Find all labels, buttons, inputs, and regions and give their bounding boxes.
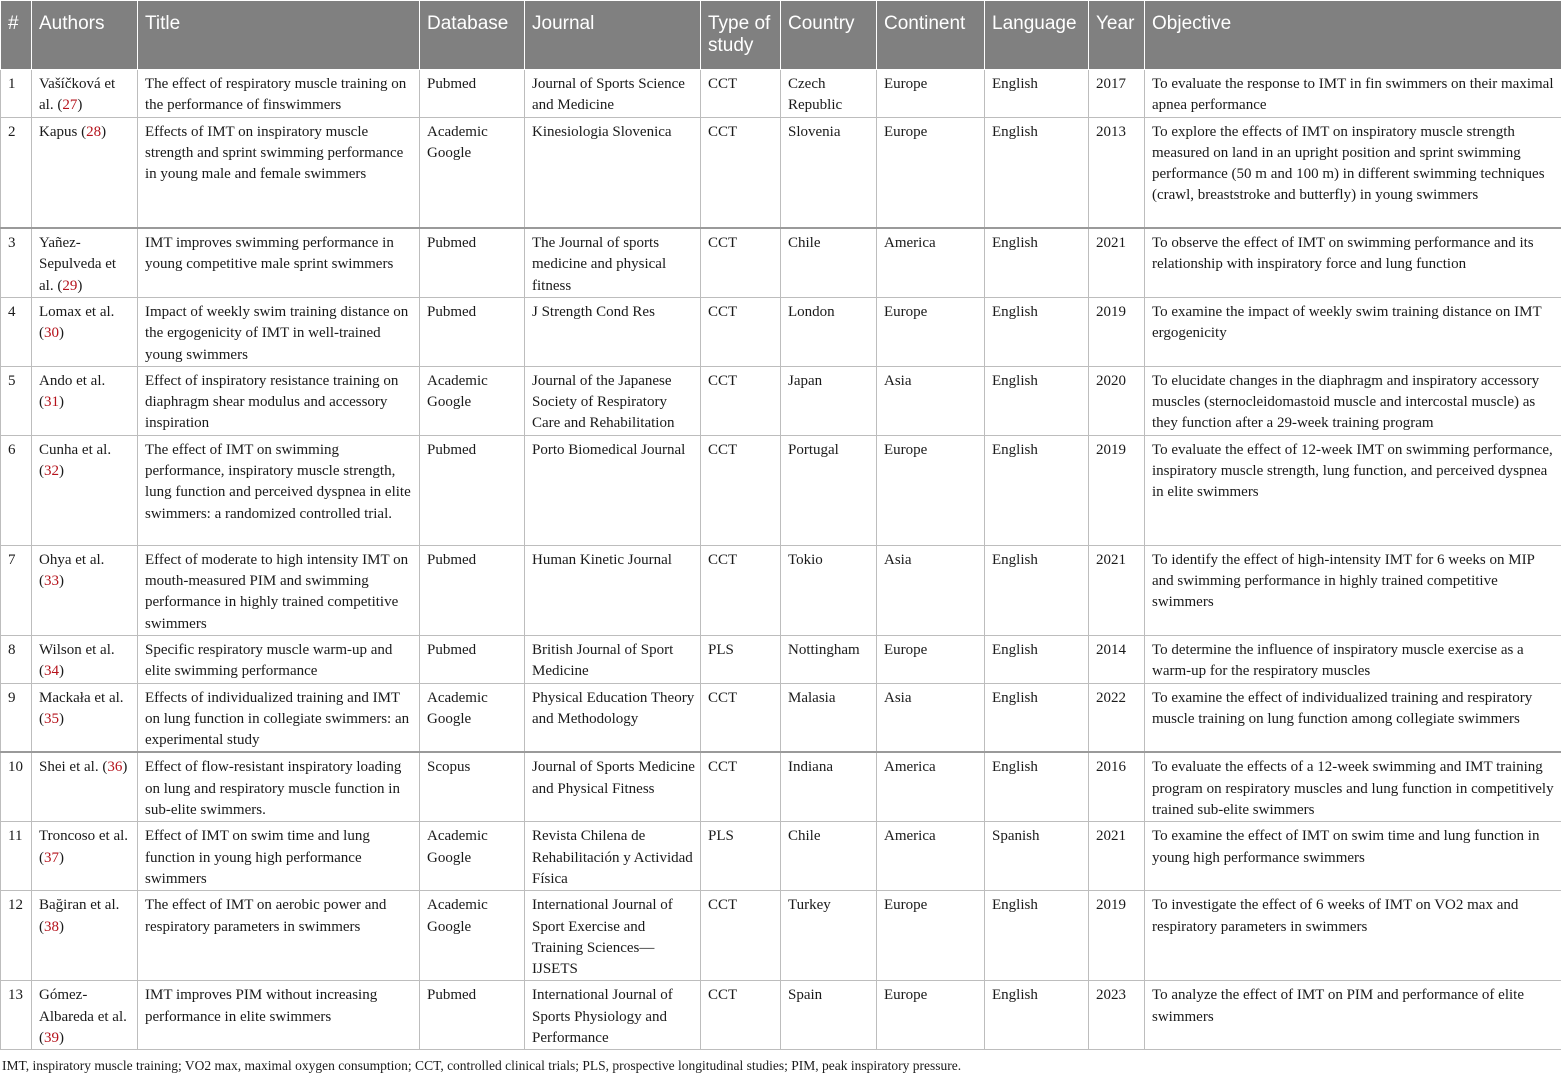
cell-country: Chile [781, 822, 877, 891]
table-row [1, 70, 1561, 118]
cell-database: Pubmed [420, 635, 525, 683]
cell-database: Academic Google [420, 891, 525, 981]
cell-journal: Porto Biomedical Journal [525, 435, 701, 545]
table-row [1, 366, 1561, 435]
cell-journal: Journal of the Japanese Society of Respiratory Care and Rehabilitation [525, 366, 701, 435]
authors-text: Cunha et al. ( [39, 441, 112, 480]
cell-language: English [985, 752, 1089, 821]
cell-country: London [781, 297, 877, 366]
cell-objective: To investigate the effect of 6 weeks of IMT on VO2 max and respiratory parameters in swimmers [1145, 891, 1561, 981]
cell-country: Malasia [781, 683, 877, 752]
header-title: Title [138, 1, 420, 70]
table-row [1, 228, 1561, 297]
cell-year: 2017 [1089, 70, 1145, 118]
reference-link[interactable]: 31 [44, 394, 59, 411]
authors-text-end: ) [59, 325, 64, 342]
cell-authors [32, 822, 138, 891]
cell-journal: International Journal of Sport Exercise and Training Sciences—IJSETS [525, 891, 701, 981]
table-footnote: IMT, inspiratory muscle training; VO2 max, maximal oxygen consumption; CCT, controlled clinical trials; PLS, prospective longitudinal studies; PIM, peak inspiratory pressure. [2, 1058, 962, 1073]
cell-continent: America [877, 228, 985, 297]
cell-year: 2013 [1089, 117, 1145, 228]
cell-country: Japan [781, 366, 877, 435]
cell-num: 7 [1, 545, 32, 635]
cell-title: IMT improves PIM without increasing performance in elite swimmers [138, 981, 420, 1050]
header-objective: Objective [1145, 1, 1561, 70]
cell-continent: Europe [877, 435, 985, 545]
reference-link[interactable]: 36 [107, 759, 123, 776]
cell-authors [32, 228, 138, 297]
authors-text-end: ) [122, 759, 128, 776]
cell-type: CCT [701, 228, 781, 297]
cell-continent: Europe [877, 297, 985, 366]
cell-continent: Asia [877, 683, 985, 752]
cell-title: Effect of flow-resistant inspiratory loading on lung and respiratory muscle function in sub-elite swimmers. [138, 752, 420, 821]
cell-continent: Asia [877, 366, 985, 435]
cell-country: Portugal [781, 435, 877, 545]
cell-year: 2019 [1089, 435, 1145, 545]
cell-title: IMT improves swimming performance in young competitive male sprint swimmers [138, 228, 420, 297]
cell-objective: To evaluate the response to IMT in fin swimmers on their maximal apnea performance [1145, 70, 1561, 118]
cell-language: English [985, 545, 1089, 635]
cell-type: PLS [701, 822, 781, 891]
cell-authors [32, 117, 138, 228]
header-type: Type of study [701, 1, 781, 70]
header-authors: Authors [32, 1, 138, 70]
cell-type: CCT [701, 70, 781, 118]
cell-database: Academic Google [420, 683, 525, 752]
cell-language: English [985, 228, 1089, 297]
cell-type: CCT [701, 297, 781, 366]
cell-year: 2020 [1089, 366, 1145, 435]
cell-country: Spain [781, 981, 877, 1050]
header-journal: Journal [525, 1, 701, 70]
authors-text: Vašíčková et al. ( [39, 76, 116, 114]
cell-objective: To evaluate the effect of 12-week IMT on swimming performance, inspiratory muscle strength, lung function, and perceived dyspnea in elite swimmers [1145, 435, 1561, 545]
cell-title: Effects of individualized training and IMT on lung function in collegiate swimmers: an experimental study [138, 683, 420, 752]
cell-country: Chile [781, 228, 877, 297]
cell-title: The effect of IMT on swimming performance, inspiratory muscle strength, lung function and perceived dyspnea in elite swimmers: a randomized controlled trial. [138, 435, 420, 545]
cell-authors [32, 366, 138, 435]
authors-text: Shei et al. ( [39, 759, 108, 776]
cell-database: Pubmed [420, 70, 525, 118]
table-row [1, 435, 1561, 545]
table-row [1, 683, 1561, 752]
cell-journal: British Journal of Sport Medicine [525, 635, 701, 683]
cell-authors [32, 891, 138, 981]
cell-num: 3 [1, 228, 32, 297]
cell-journal: International Journal of Sports Physiology and Performance [525, 981, 701, 1050]
table-row [1, 297, 1561, 366]
cell-database: Pubmed [420, 545, 525, 635]
cell-num: 12 [1, 891, 32, 981]
cell-country: Nottingham [781, 635, 877, 683]
cell-database: Scopus [420, 752, 525, 821]
cell-num: 1 [1, 70, 32, 118]
cell-type: CCT [701, 981, 781, 1050]
reference-link[interactable]: 39 [44, 1030, 59, 1046]
cell-objective: To evaluate the effects of a 12-week swimming and IMT training program on respiratory muscles and lung function in competitively trained sub-elite swimmers [1145, 752, 1561, 821]
header-language: Language [985, 1, 1089, 70]
cell-year: 2019 [1089, 297, 1145, 366]
header-year: Year [1089, 1, 1145, 70]
authors-text: Gómez-Albareda et al. ( [39, 987, 127, 1046]
cell-title: The effect of IMT on aerobic power and respiratory parameters in swimmers [138, 891, 420, 981]
authors-text: Lomax et al. ( [39, 303, 115, 342]
table-row [1, 117, 1561, 228]
reference-link[interactable]: 28 [86, 123, 102, 140]
cell-objective: To explore the effects of IMT on inspiratory muscle strength measured on land in an upright position and sprint swimming performance (50 m and 100 m) in different swimming techniques (crawl, breaststroke and butterfly) in young swimmers [1145, 117, 1561, 228]
cell-type: CCT [701, 545, 781, 635]
cell-database: Pubmed [420, 435, 525, 545]
cell-language: English [985, 981, 1089, 1050]
cell-journal: Human Kinetic Journal [525, 545, 701, 635]
cell-country: Czech Republic [781, 70, 877, 118]
authors-text-end: ) [77, 277, 83, 294]
cell-objective: To observe the effect of IMT on swimming performance and its relationship with inspiratory force and lung function [1145, 228, 1561, 297]
cell-type: CCT [701, 366, 781, 435]
authors-text-end: ) [59, 663, 64, 680]
authors-text: Troncoso et al. ( [39, 828, 129, 866]
authors-text: Kapus ( [39, 123, 87, 140]
cell-continent: Europe [877, 891, 985, 981]
cell-title: Effect of moderate to high intensity IMT on mouth-measured PIM and swimming performance in highly trained competitive swimmers [138, 545, 420, 635]
cell-title: Effect of inspiratory resistance training on diaphragm shear modulus and accessory inspiration [138, 366, 420, 435]
cell-country: Tokio [781, 545, 877, 635]
cell-num: 11 [1, 822, 32, 891]
cell-title: Effects of IMT on inspiratory muscle strength and sprint swimming performance in young male and female swimmers [138, 117, 420, 228]
cell-country: Turkey [781, 891, 877, 981]
table-row [1, 545, 1561, 635]
authors-text-end: ) [59, 394, 64, 411]
cell-title: Impact of weekly swim training distance on the ergogenicity of IMT in well-trained young swimmers [138, 297, 420, 366]
cell-journal: Revista Chilena de Rehabilitación y Actividad Física [525, 822, 701, 891]
cell-language: English [985, 635, 1089, 683]
cell-objective: To examine the effect of IMT on swim time and lung function in young high performance swimmers [1145, 822, 1561, 891]
cell-journal: The Journal of sports medicine and physical fitness [525, 228, 701, 297]
authors-text-end: ) [59, 849, 64, 866]
header-continent: Continent [877, 1, 985, 70]
reference-link[interactable]: 33 [44, 573, 59, 590]
header-num: # [1, 1, 32, 70]
cell-year: 2021 [1089, 545, 1145, 635]
reference-link[interactable]: 30 [44, 325, 59, 342]
authors-text: Ohya et al. ( [39, 551, 105, 590]
cell-database: Pubmed [420, 228, 525, 297]
cell-year: 2021 [1089, 822, 1145, 891]
cell-language: English [985, 70, 1089, 118]
cell-objective: To determine the influence of inspiratory muscle exercise as a warm-up for the respiratory muscles [1145, 635, 1561, 683]
cell-objective: To elucidate changes in the diaphragm and inspiratory accessory muscles (sternocleidomastoid muscle and intercostal muscle) as they function after a 29-week training program [1145, 366, 1561, 435]
cell-title: Effect of IMT on swim time and lung function in young high performance swimmers [138, 822, 420, 891]
cell-country: Indiana [781, 752, 877, 821]
authors-text-end: ) [77, 97, 83, 114]
cell-title: The effect of respiratory muscle training on the performance of finswimmers [138, 70, 420, 118]
reference-link[interactable]: 34 [44, 663, 59, 680]
authors-text: Yañez-Sepulveda et al. ( [39, 235, 117, 294]
authors-text-end: ) [101, 123, 107, 140]
cell-title: Specific respiratory muscle warm-up and elite swimming performance [138, 635, 420, 683]
cell-num: 8 [1, 635, 32, 683]
cell-authors [32, 683, 138, 752]
table-row [1, 891, 1561, 981]
cell-database: Pubmed [420, 297, 525, 366]
cell-continent: Asia [877, 545, 985, 635]
cell-year: 2014 [1089, 635, 1145, 683]
cell-authors [32, 981, 138, 1050]
authors-text-end: ) [59, 1030, 64, 1046]
reference-link[interactable]: 32 [44, 463, 59, 480]
table-body [1, 70, 1561, 1050]
cell-type: CCT [701, 683, 781, 752]
authors-text-end: ) [59, 573, 64, 590]
cell-num: 5 [1, 366, 32, 435]
authors-text-end: ) [59, 463, 64, 480]
cell-continent: Europe [877, 981, 985, 1050]
cell-objective: To identify the effect of high-intensity IMT for 6 weeks on MIP and swimming performance in highly trained competitive swimmers [1145, 545, 1561, 635]
cell-continent: America [877, 822, 985, 891]
cell-year: 2021 [1089, 228, 1145, 297]
reference-link[interactable]: 27 [62, 97, 78, 114]
cell-continent: America [877, 752, 985, 821]
cell-continent: Europe [877, 635, 985, 683]
cell-database: Pubmed [420, 981, 525, 1050]
cell-journal: Journal of Sports Medicine and Physical Fitness [525, 752, 701, 821]
cell-journal: Physical Education Theory and Methodology [525, 683, 701, 752]
cell-authors [32, 752, 138, 821]
cell-objective: To examine the impact of weekly swim training distance on IMT ergogenicity [1145, 297, 1561, 366]
cell-authors [32, 545, 138, 635]
cell-num: 4 [1, 297, 32, 366]
cell-num: 6 [1, 435, 32, 545]
authors-text: Bağiran et al. ( [39, 897, 120, 935]
reference-link[interactable]: 35 [44, 710, 59, 727]
cell-type: CCT [701, 117, 781, 228]
cell-language: Spanish [985, 822, 1089, 891]
authors-text-end: ) [59, 710, 64, 727]
cell-type: CCT [701, 891, 781, 981]
cell-language: English [985, 683, 1089, 752]
cell-database: Academic Google [420, 822, 525, 891]
cell-journal: Kinesiologia Slovenica [525, 117, 701, 228]
header-row [1, 1, 1561, 70]
cell-journal: Journal of Sports Science and Medicine [525, 70, 701, 118]
reference-link[interactable]: 37 [44, 849, 59, 866]
cell-database: Academic Google [420, 366, 525, 435]
cell-num: 13 [1, 981, 32, 1050]
cell-language: English [985, 891, 1089, 981]
cell-year: 2023 [1089, 981, 1145, 1050]
cell-language: English [985, 297, 1089, 366]
table-row [1, 822, 1561, 891]
cell-num: 2 [1, 117, 32, 228]
table-row [1, 752, 1561, 821]
cell-language: English [985, 366, 1089, 435]
cell-type: CCT [701, 752, 781, 821]
table-row [1, 981, 1561, 1050]
cell-authors [32, 435, 138, 545]
cell-objective: To examine the effect of individualized training and respiratory muscle training on lung function among collegiate swimmers [1145, 683, 1561, 752]
cell-authors [32, 70, 138, 118]
table-row [1, 635, 1561, 683]
authors-text-end: ) [59, 918, 64, 935]
authors-text: Ando et al. ( [39, 372, 106, 411]
cell-language: English [985, 435, 1089, 545]
cell-continent: Europe [877, 70, 985, 118]
cell-authors [32, 635, 138, 683]
cell-country: Slovenia [781, 117, 877, 228]
cell-type: CCT [701, 435, 781, 545]
cell-year: 2022 [1089, 683, 1145, 752]
header-country: Country [781, 1, 877, 70]
authors-text: Wilson et al. ( [39, 641, 115, 680]
cell-language: English [985, 117, 1089, 228]
cell-journal: J Strength Cond Res [525, 297, 701, 366]
reference-link[interactable]: 29 [62, 277, 78, 294]
cell-type: PLS [701, 635, 781, 683]
authors-text: Mackała et al. ( [39, 689, 124, 727]
cell-authors [32, 297, 138, 366]
cell-num: 10 [1, 752, 32, 821]
cell-database: Academic Google [420, 117, 525, 228]
cell-year: 2019 [1089, 891, 1145, 981]
cell-year: 2016 [1089, 752, 1145, 821]
cell-continent: Europe [877, 117, 985, 228]
cell-objective: To analyze the effect of IMT on PIM and performance of elite swimmers [1145, 981, 1561, 1050]
reference-link[interactable]: 38 [44, 918, 59, 935]
header-database: Database [420, 1, 525, 70]
cell-num: 9 [1, 683, 32, 752]
